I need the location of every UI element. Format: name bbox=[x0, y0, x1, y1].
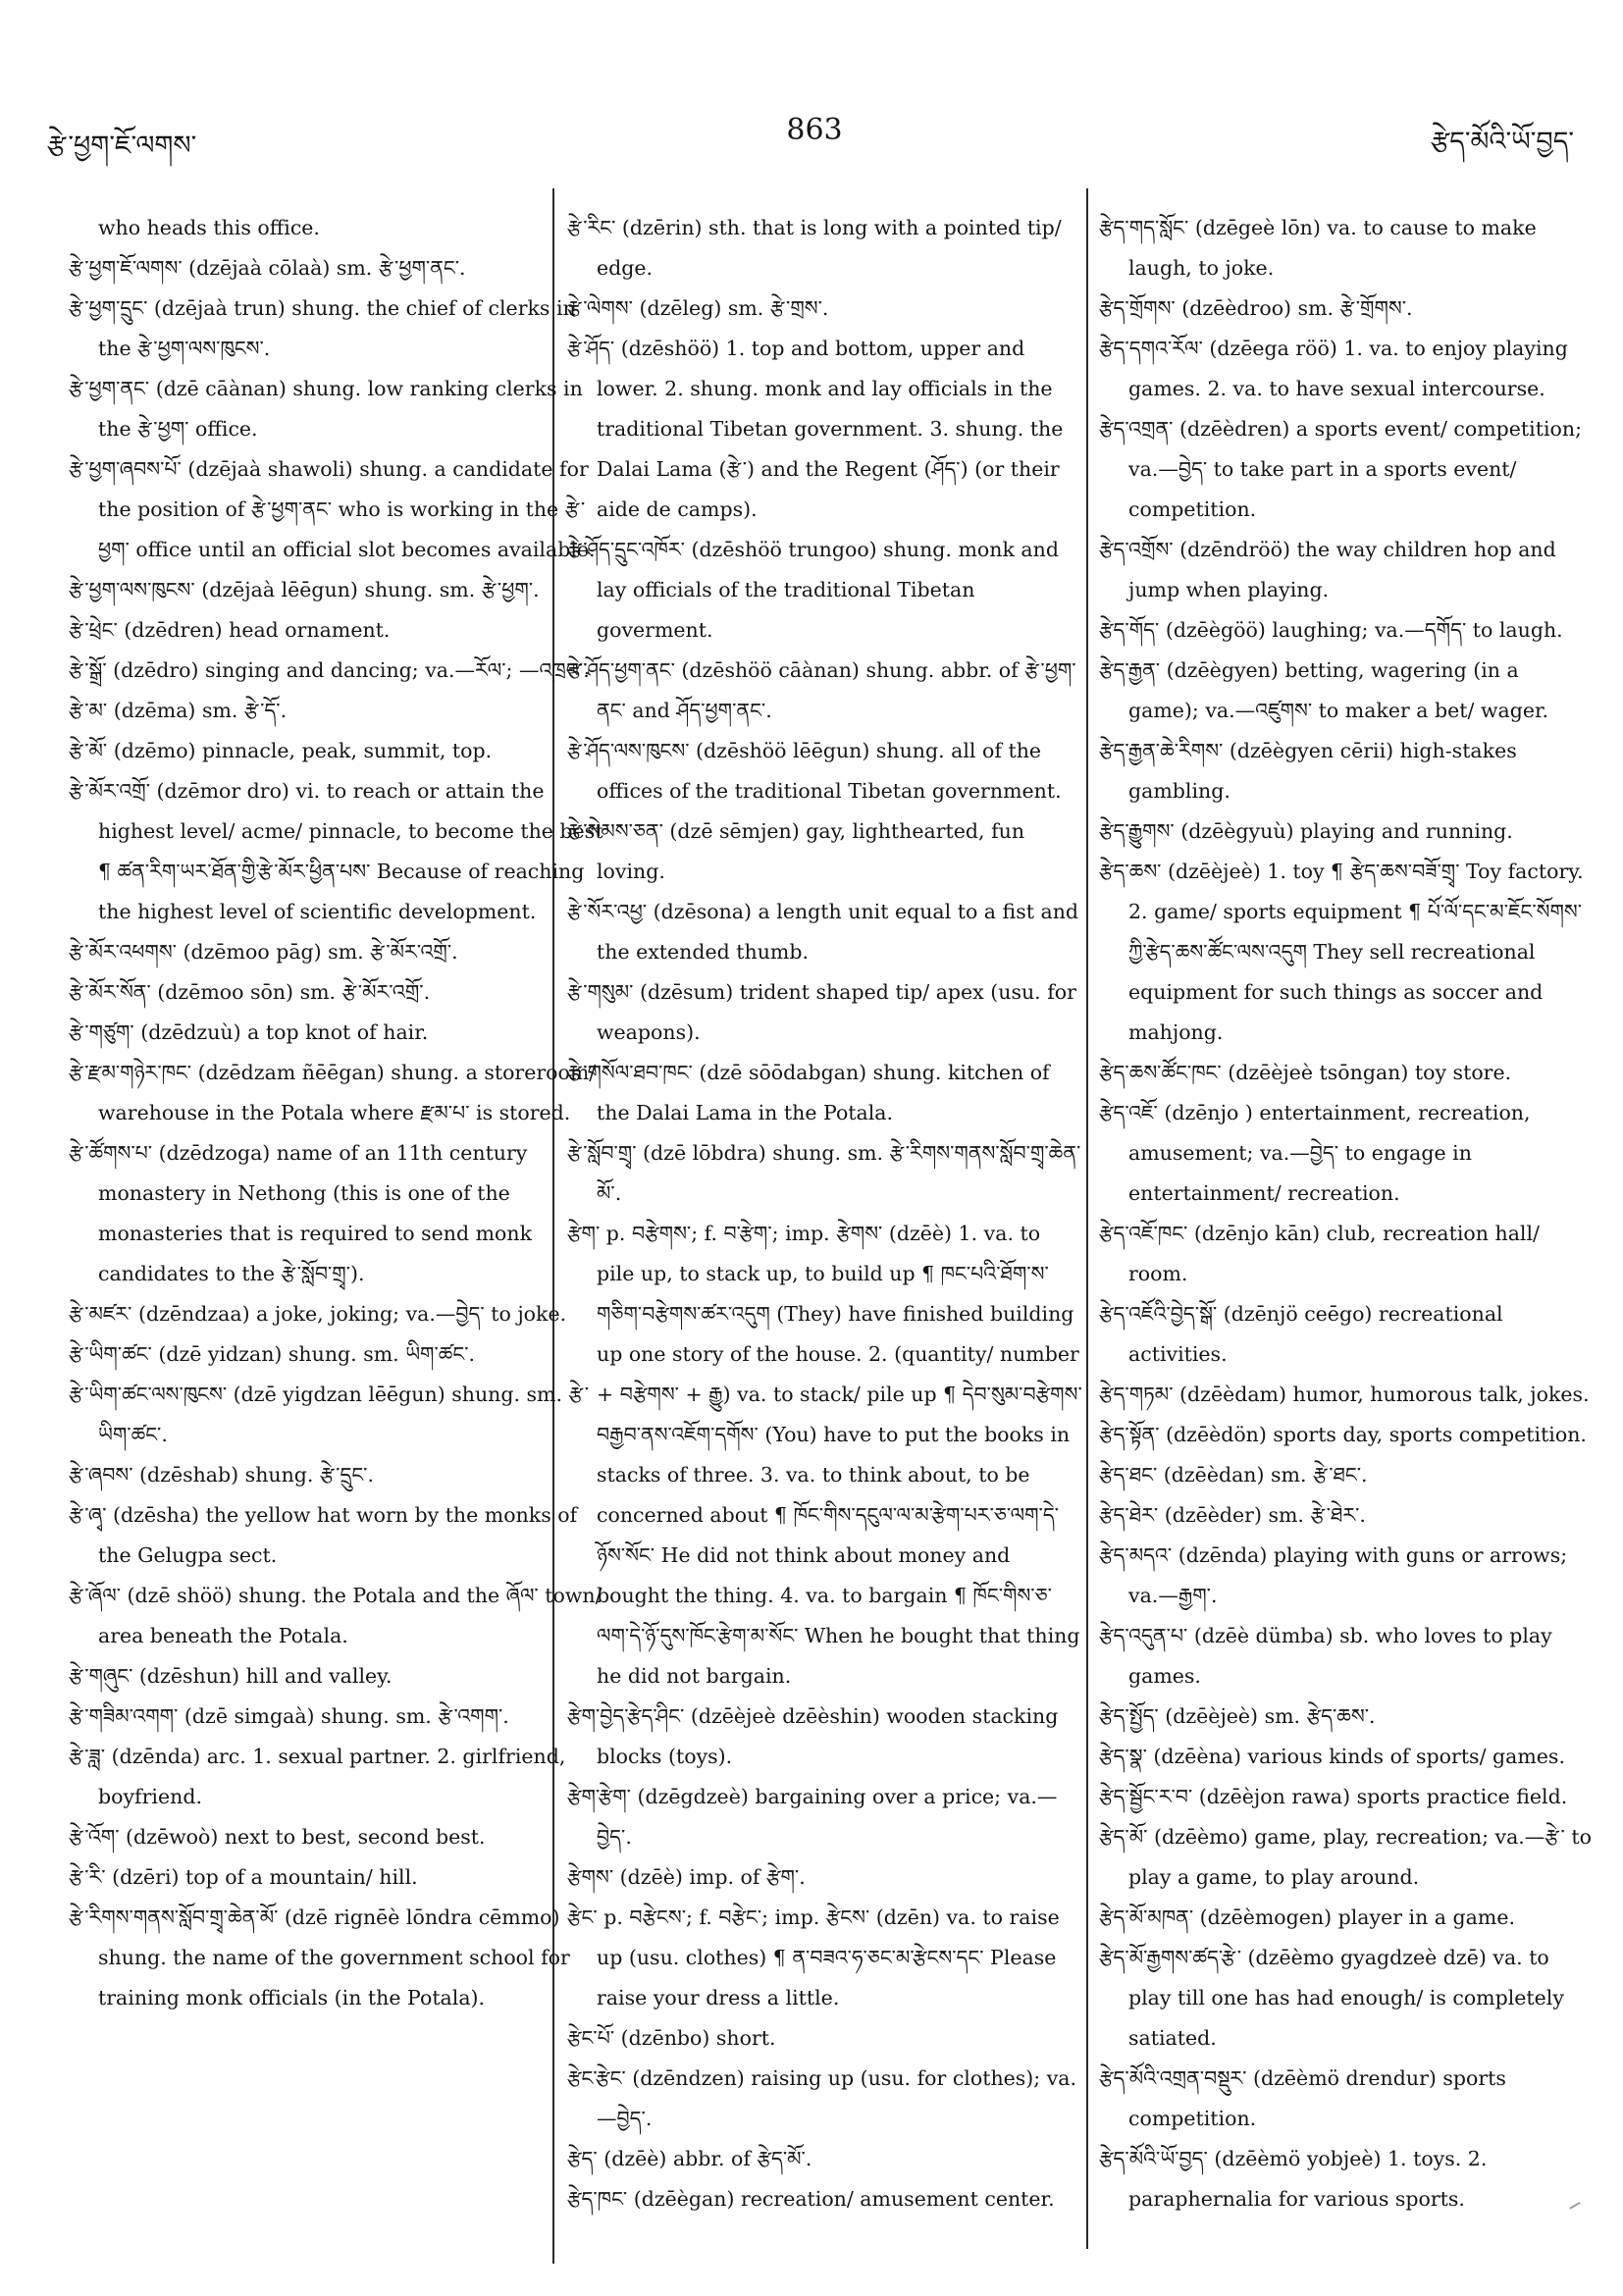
dictionary-entry: རྩེད་ཆས་ (dzēèjeè) 1. toy ¶ རྩེད་ཆས་བཟོ་གྲྭ་ Toy factory. 2. game/ sports equipment ¶ པོ་ལོ་དང་མ་ཇོང་སོགས་ཀྱི་རྩེད་ཆས་ཚོང་ལས་འདུག They sell recreational equipment for such things as soccer and mahjong. bbox=[1099, 860, 1584, 1044]
dictionary-entry: རྩེ་མོར་འགྲོ་ (dzēmor dro) vi. to reach or attain the highest level/ acme/ pinnacle, to become the best ¶ ཚན་རིག་ཡར་ཐོན་གྱི་རྩེ་མོར་ཕྱིན་པས་ Because of reaching the highest level of scientific development. bbox=[69, 779, 603, 923]
dictionary-entry: རྩེད་མོ་རྒྱགས་ཚད་རྩེ་ (dzēèmo gyagdzeè dzē) va. to play till one has had enough/ is completely satiated. bbox=[1099, 1946, 1564, 2050]
dictionary-entry: རྩེ་གསུམ་ (dzēsum) trident shaped tip/ apex (usu. for weapons). bbox=[567, 980, 1076, 1044]
running-head-right: རྩེད་མོའི་ཡོ་བྱད་ bbox=[1431, 127, 1574, 157]
dictionary-entry: རྩེད་ཐང་ (dzēèdan) sm. རྩེ་ཐང་. bbox=[1099, 1463, 1368, 1487]
dictionary-entry: རྩེད་འགྲོས་ (dzēndröö) the way children hop and jump when playing. bbox=[1099, 538, 1556, 601]
dictionary-entry: རྩེད་སྣ་ (dzēèna) various kinds of sports/ games. bbox=[1099, 1745, 1565, 1768]
dictionary-entry: རྩེ་གསོལ་ཐབ་ཁང་ (dzē sōōdabgan) shung. kitchen of the Dalai Lama in the Potala. bbox=[567, 1061, 1050, 1124]
dictionary-entry: རྩེད་ཐེར་ (dzēèder) sm. རྩེ་ཐེར་. bbox=[1099, 1503, 1366, 1527]
dictionary-entry: རྩེད་འགྲན་ (dzēèdren) a sports event/ competition; va.—བྱེད་ to take part in a sports event/ competition. bbox=[1099, 417, 1582, 521]
dictionary-entry: རྩེ་ཟླ་ (dzēnda) arc. 1. sexual partner. 2. girlfriend, boyfriend. bbox=[69, 1745, 566, 1808]
dictionary-entry: རྩེ་ཕྱག་ཞབས་པོ་ (dzējaà shawoli) shung. a candidate for the position of རྩེ་ཕྱག་ནང་ who is working in the རྩེ་ཕྱག་ office until an official slot becomes available. bbox=[69, 457, 596, 561]
dictionary-entry: རྩེག་བྱེད་རྩེད་ཤིང་ (dzēèjeè dzēèshin) wooden stacking blocks (toys). bbox=[567, 1704, 1059, 1768]
dictionary-entry: རྩེ་མོར་སོན་ (dzēmoo sōn) sm. རྩེ་མོར་འགྲོ་. bbox=[69, 980, 431, 1004]
dictionary-entry: རྩེད་གོད་ (dzēègöö) laughing; va.—དགོད་ to laugh. bbox=[1099, 618, 1563, 642]
dictionary-entry: རྩེང་ p. བརྩེངས་; f. བརྩེང་; imp. རྩེངས་ (dzēn) va. to raise up (usu. clothes) ¶ ན་བཟའ་ཧ་ཅང་མ་རྩེངས་དང་ Please raise your dress a little. bbox=[567, 1905, 1060, 2009]
dictionary-entry: རྩེ་གཙུག་ (dzēdzuù) a top knot of hair. bbox=[69, 1020, 429, 1044]
dictionary-entry: རྩེ་མཛར་ (dzēndzaa) a joke, joking; va.—བྱེད་ to joke. bbox=[69, 1302, 567, 1326]
dictionary-entry: རྩེ་ཤོད་ (dzēshöö) 1. top and bottom, upper and lower. 2. shung. monk and lay officials in the traditional Tibetan government. 3. shung. the Dalai Lama (རྩེ་) and the Regent (ཤོད་) (or their aide de camps). bbox=[567, 337, 1064, 521]
dictionary-entry: རྩེ་ཚོགས་པ་ (dzēdzoga) name of an 11th century monastery in Nethong (this is one of the monasteries that is required to send monk candidates to the རྩེ་སློབ་གྲྭ་). bbox=[69, 1141, 533, 1285]
dictionary-entry: རྩེ་རིགས་གནས་སློབ་གྲྭ་ཆེན་མོ་ (dzē rignēè lōndra cēmmo) shung. the name of the government school for training monk officials (in the Potala). bbox=[69, 1905, 570, 2009]
dictionary-entry: རྩེད་འདུན་པ་ (dzēè dümba) sb. who loves to play games. bbox=[1099, 1624, 1552, 1688]
column-divider bbox=[1086, 188, 1088, 2249]
dictionary-entry: རྩེད་མོའི་ཡོ་བྱད་ (dzēèmö yobjeè) 1. toys. 2. paraphernalia for various sports. bbox=[1099, 2147, 1488, 2211]
dictionary-entry: རྩེ་རིང་ (dzērin) sth. that is long with a pointed tip/ edge. bbox=[567, 216, 1062, 280]
page-number: 863 bbox=[786, 113, 843, 147]
dictionary-entry: རྩེག་ p. བརྩེགས་; f. བ་རྩེག་; imp. རྩེགས་ (dzēè) 1. va. to pile up, to stack up, to build up ¶ ཁང་པའི་ཐོག་ས་གཅིག་བརྩེགས་ཚར་འདུག (They) have finished building up one story of the house. 2. (quantity/ number + བརྩེགས་ + རྒྱུ) va. to stack/ pile up ¶ དེབ་སུམ་བརྩེགས་བརྒྱབ་ནས་འཇོག་དགོས་ (You) have to put the books in stacks of three. 3. va. to think about, to be concerned about ¶ ཁོང་གིས་དངུལ་ལ་མ་རྩེག་པར་ཅ་ལག་དེ་ཉོས་སོང་ He did not think about money and bought the thing. 4. va. to bargain ¶ ཁོང་གིས་ཅ་ལག་དེ་ཉོ་དུས་ཁོང་རྩེག་མ་སོང་ When he bought that thing he did not bargain. bbox=[567, 1222, 1082, 1688]
dictionary-entry: རྩེ་སོར་འཕྱ་ (dzēsona) a length unit equal to a fist and the extended thumb. bbox=[567, 900, 1079, 964]
column-2 bbox=[567, 208, 1082, 2254]
dictionary-entry: རྩེད་སྟོན་ (dzēèdön) sports day, sports competition. bbox=[1099, 1423, 1587, 1446]
dictionary-entry: རྩེ་མོར་འཕགས་ (dzēmoo pāg) sm. རྩེ་མོར་འགྲོ་. bbox=[69, 940, 458, 964]
dictionary-entry: རྩེག་རྩེག་ (dzēgdzeè) bargaining over a price; va.—བྱེད་. bbox=[567, 1785, 1058, 1849]
dictionary-entry: རྩེད་གྲོགས་ (dzēèdroo) sm. རྩེ་གྲོགས་. bbox=[1099, 296, 1413, 320]
dictionary-entry: རྩེད་གད་སློང་ (dzēgeè lōn) va. to cause to make laugh, to joke. bbox=[1099, 216, 1537, 280]
dictionary-entry: རྩེད་འཇོ་ཁང་ (dzēnjo kān) club, recreation hall/ room. bbox=[1099, 1222, 1540, 1285]
dictionary-entry: རྩེ་ཕྱག་ལས་ཁུངས་ (dzējaà lēēgun) shung. sm. རྩེ་ཕྱག་. bbox=[69, 578, 540, 601]
dictionary-entry: རྩེ་སེམས་ཅན་ (dzē sēmjen) gay, lighthearted, fun loving. bbox=[567, 819, 1025, 883]
dictionary-entry: རྩེད་རྒྱུགས་ (dzēègyuù) playing and running. bbox=[1099, 819, 1513, 843]
dictionary-entry: རྩེད་འཇོའི་བྱེད་སྒོ་ (dzēnjö ceēgo) recreational activities. bbox=[1099, 1302, 1503, 1366]
column-3 bbox=[1099, 208, 1595, 2254]
dictionary-entry: རྩེང་རྩེང་ (dzēndzen) raising up (usu. for clothes); va.—བྱེད་. bbox=[567, 2066, 1077, 2130]
dictionary-entry: རྩེ་ཤོད་ལས་ཁུངས་ (dzēshöö lēēgun) shung. all of the offices of the traditional Tibetan government. bbox=[567, 739, 1062, 803]
dictionary-entry: རྩེད་ཁང་ (dzēègan) recreation/ amusement center. bbox=[567, 2187, 1055, 2211]
dictionary-entry: རྩེད་སྤྱོད་ (dzēèjeè) sm. རྩེད་ཆས་. bbox=[1099, 1704, 1376, 1728]
dictionary-entry: རྩེད་རྒྱན་ (dzēègyen) betting, wagering (in a game); va.—འཛུགས་ to maker a bet/ wager. bbox=[1099, 658, 1549, 722]
dictionary-entry: རྩེ་འོག་ (dzēwoò) next to best, second best. bbox=[69, 1825, 486, 1849]
dictionary-entry: རྩེད་འཇོ་ (dzēnjo ) entertainment, recreation, amusement; va.—བྱེད་ to engage in entertainment/ recreation. bbox=[1099, 1101, 1531, 1205]
dictionary-entry: རྩེ་ཕྱག་དྲུང་ (dzējaà trun) shung. the chief of clerks in the རྩེ་ཕྱག་ལས་ཁུངས་. bbox=[69, 296, 576, 360]
dictionary-entry: རྩེ་ཡིག་ཚང་ (dzē yidzan) shung. sm. ཡིག་ཚང་. bbox=[69, 1342, 476, 1366]
dictionary-entry: རྩེད་ཆས་ཚོང་ཁང་ (dzēèjeè tsōngan) toy store. bbox=[1099, 1061, 1512, 1084]
dictionary-entry: རྩེ་སྒྲོ་ (dzēdro) singing and dancing; va.—རོལ་; —འཁྲབ་. bbox=[69, 658, 590, 682]
dictionary-entry: རྩེ་རྫམ་གཉེར་ཁང་ (dzēdzam ñēēgan) shung. a storeroom/ warehouse in the Potala where རྫམ་པ་ is stored. bbox=[69, 1061, 597, 1124]
dictionary-entry: རྩེད་གཏམ་ (dzēèdam) humor, humorous talk, jokes. bbox=[1099, 1383, 1590, 1406]
dictionary-entry: རྩེ་ཕྱག་ནང་ (dzē cāànan) shung. low ranking clerks in the རྩེ་ཕྱག་ office. bbox=[69, 377, 583, 441]
dictionary-entry: རྩེ་ཕྱག་ཇོ་ལགས་ (dzējaà cōlaà) sm. རྩེ་ཕྱག་ནང་. bbox=[69, 256, 466, 280]
running-head-left: རྩེ་ཕྱག་ཇོ་ལགས་ bbox=[47, 130, 197, 161]
dictionary-entry: རྩེ་ཡིག་ཚང་ལས་ཁུངས་ (dzē yigdzan lēēgun) shung. sm. རྩེ་ཡིག་ཚང་. bbox=[69, 1383, 589, 1446]
dictionary-entry: རྩེ་གཞུང་ (dzēshun) hill and valley. bbox=[69, 1664, 393, 1688]
dictionary-entry: རྩེ་རི་ (dzēri) top of a mountain/ hill. bbox=[69, 1865, 418, 1889]
dictionary-entry: རྩེ་ཞབས་ (dzēshab) shung. རྩེ་དྲུང་. bbox=[69, 1463, 374, 1487]
dictionary-entry: རྩེ་ཕྲེང་ (dzēdren) head ornament. bbox=[69, 618, 391, 642]
dictionary-entry: རྩེད་མོ་ (dzēèmo) game, play, recreation; va.—རྩེ་ to play a game, to play around. bbox=[1099, 1825, 1592, 1889]
dictionary-entry: རྩེང་པོ་ (dzēnbo) short. bbox=[567, 2026, 776, 2050]
dictionary-entry: རྩེ་མ་ (dzēma) sm. རྩེ་དོ་. bbox=[69, 699, 288, 722]
dictionary-entry: རྩེད་མདའ་ (dzēnda) playing with guns or arrows; va.—རྒྱག་. bbox=[1099, 1543, 1568, 1607]
dictionary-entry: རྩེད་མོ་མཁན་ (dzēèmogen) player in a game. bbox=[1099, 1905, 1515, 1929]
dictionary-entry: རྩེ་ཤོད་དྲུང་འཁོར་ (dzēshöö trungoo) shung. monk and lay officials of the traditional Tibetan goverment. bbox=[567, 538, 1059, 642]
dictionary-entry: རྩེད་མོའི་འགྲན་བསྡུར་ (dzēèmö drendur) sports competition. bbox=[1099, 2066, 1506, 2130]
dictionary-entry: རྩེ་ཞྭ་ (dzēsha) the yellow hat worn by the monks of the Gelugpa sect. bbox=[69, 1503, 578, 1567]
dictionary-entry: རྩེད་སྦྱོང་ར་བ་ (dzēèjon rawa) sports practice field. bbox=[1099, 1785, 1568, 1808]
dictionary-entry: རྩེ་ལེགས་ (dzēleg) sm. རྩེ་གྲས་. bbox=[567, 296, 829, 320]
dictionary-entry: རྩེ་ཤོད་ཕྱག་ནང་ (dzēshöö cāànan) shung. abbr. of རྩེ་ཕྱག་ནང་ and ཤོད་ཕྱག་ནང་. bbox=[567, 658, 1076, 722]
dictionary-entry: རྩེ་མོ་ (dzēmo) pinnacle, peak, summit, top. bbox=[69, 739, 493, 762]
dictionary-entry: རྩེད་རྒྱན་ཆེ་རིགས་ (dzēègyen cērii) high-stakes gambling. bbox=[1099, 739, 1517, 803]
dictionary-entry: རྩེ་སློབ་གྲྭ་ (dzē lōbdra) shung. sm. རྩེ་རིགས་གནས་སློབ་གྲྭ་ཆེན་མོ་. bbox=[567, 1141, 1081, 1205]
dictionary-entry: རྩེ་གཟིམ་འགག་ (dzē simgaà) shung. sm. རྩེ་འགག་. bbox=[69, 1704, 509, 1728]
dictionary-entry: རྩེད་ (dzēè) abbr. of རྩེད་མོ་. bbox=[567, 2147, 812, 2170]
dictionary-entry: རྩེ་ཞོལ་ (dzē shöö) shung. the Potala and the ཞོལ་ town/ area beneath the Potala. bbox=[69, 1584, 602, 1647]
column-1 bbox=[69, 208, 603, 2254]
dictionary-entry: རྩེགས་ (dzēè) imp. of རྩེག་. bbox=[567, 1865, 806, 1889]
dictionary-entry: རྩེད་དགའ་རོལ་ (dzēega röö) 1. va. to enjoy playing games. 2. va. to have sexual intercourse. bbox=[1099, 337, 1568, 400]
dictionary-entry: who heads this office. bbox=[98, 216, 320, 239]
